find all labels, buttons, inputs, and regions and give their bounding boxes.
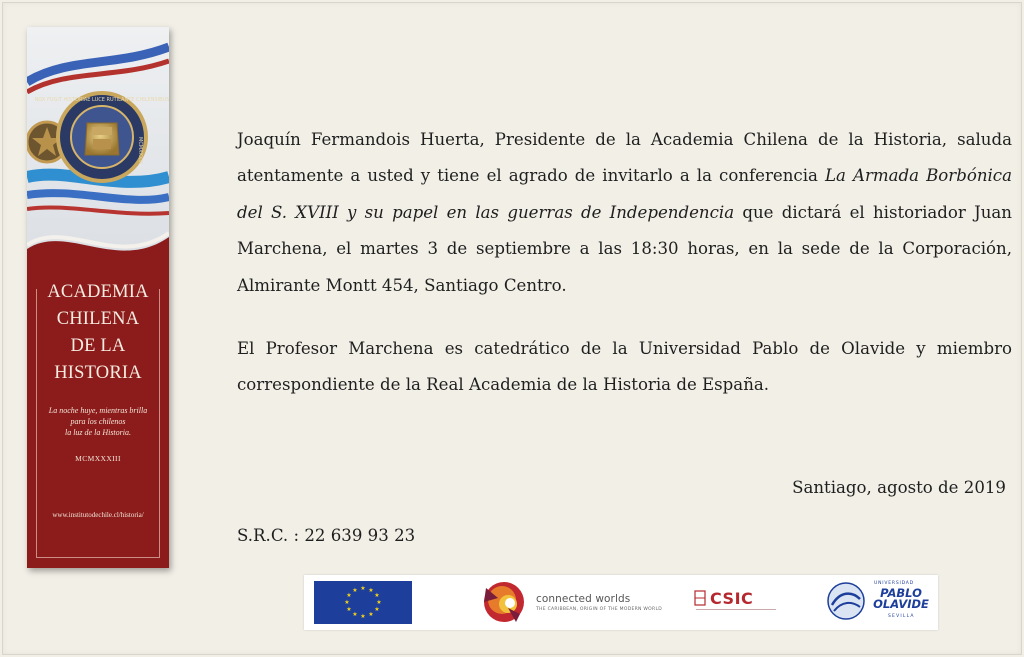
upo-name-line: OLAVIDE [873, 597, 929, 611]
invitation-paragraph-2: El Profesor Marchena es catedrático de la Universidad Pablo de Olavide y miembro correspondiente de la Real Academia de la Historia de España. [237, 339, 1012, 395]
csic-emblem-icon [694, 589, 706, 607]
invitation-details: que dictará el historiador Juan Marchena, el martes 3 de septiembre a las 18:30 horas, en la sede de la Corporación, Almirante Montt 454, Santiago Centro. [237, 202, 1012, 295]
svg-text:★: ★ [346, 606, 352, 613]
svg-text:★: ★ [376, 599, 382, 606]
banner-year: MCMXXXIII [75, 454, 121, 463]
csic-label: CSIC [710, 589, 754, 608]
banner-title-line: ACADEMIA [47, 282, 149, 302]
upo-emblem-icon [826, 581, 866, 621]
rsvp-phone: S.R.C. : 22 639 93 23 [237, 526, 416, 545]
banner-motto-line: La noche huye, mientras brilla [48, 406, 148, 415]
invitation-text [237, 122, 1012, 404]
banner-motto-line: para los chilenos [70, 417, 126, 426]
banner-motto-line: la luz de la Historia. [64, 428, 131, 437]
svg-text:★: ★ [352, 587, 358, 594]
invitation-intro: Joaquín Fermandois Huerta, Presidente de la Academia Chilena de la Historia, saluda atentamente a usted y tiene el agrado de invitarlo a la conferencia [237, 130, 1012, 186]
invitation-paragraph-1 [237, 122, 1012, 304]
academy-bookmark-banner [27, 27, 169, 568]
banner-title-line: HISTORIA [54, 363, 142, 383]
banner-url: www.institutodechile.cl/historia/ [52, 511, 144, 519]
banner-title [27, 279, 169, 387]
connected-worlds-subtitle: THE CARIBBEAN, ORIGIN OF THE MODERN WORLD [536, 607, 663, 612]
eu-flag-icon [314, 581, 412, 624]
seal-year: MCMXXXIII [137, 137, 143, 164]
svg-text:★: ★ [368, 587, 374, 594]
place-date: Santiago, agosto de 2019 [792, 478, 1006, 497]
seal-inscription: NOX FUGIT HISTORIAE LUCE RUTILANTE CHILENSIBUS [34, 97, 169, 103]
upo-name-line: PABLO [880, 586, 922, 600]
upo-top-label: UNIVERSIDAD [874, 581, 914, 586]
csic-rule [696, 609, 776, 613]
banner-motto [27, 405, 169, 438]
upo-bottom-label: SEVILLA [888, 614, 915, 619]
svg-text:★: ★ [368, 611, 374, 618]
sponsor-logos-strip [304, 575, 938, 630]
banner-title-line: DE LA [70, 336, 126, 356]
connected-worlds-label: connected worlds [536, 593, 631, 605]
svg-text:★: ★ [346, 592, 352, 599]
upo-name [870, 588, 932, 610]
banner-title-line: CHILENA [56, 309, 140, 329]
svg-text:★: ★ [360, 613, 366, 620]
svg-text:★: ★ [360, 585, 366, 592]
svg-text:★: ★ [344, 599, 350, 606]
conference-title: La Armada Borbónica del S. XVIII y su papel en las guerras de Independencia [237, 166, 1012, 222]
academy-medal-photo [27, 27, 169, 287]
svg-text:★: ★ [374, 592, 380, 599]
svg-text:★: ★ [352, 611, 358, 618]
svg-text:★: ★ [374, 606, 380, 613]
